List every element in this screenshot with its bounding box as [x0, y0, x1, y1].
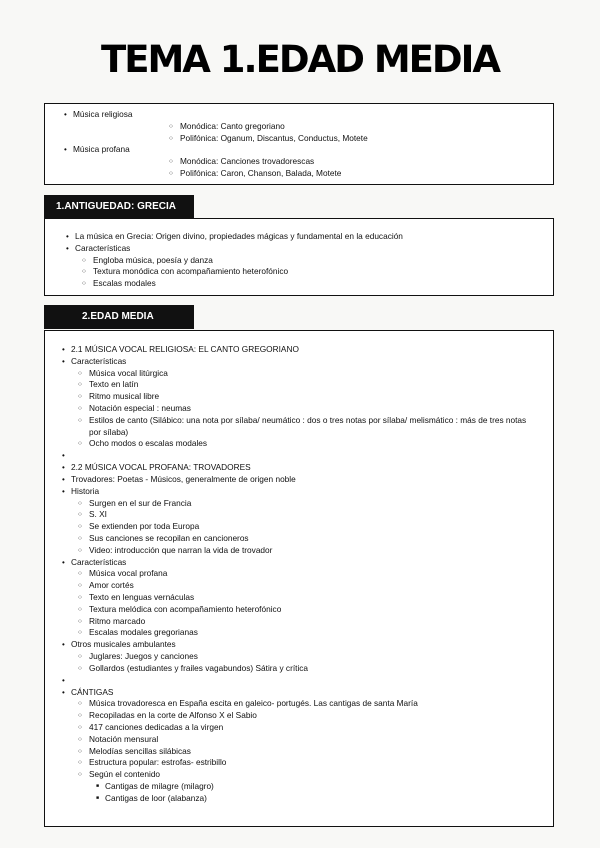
intro-list — [73, 109, 543, 180]
section-header-grecia: 1.ANTIGUEDAD: GRECIA — [44, 195, 194, 219]
list-item: ■ Cantigas de milagre (milagro) — [105, 781, 531, 793]
list-item: ○ Sus canciones se recopilan en cancioneros — [89, 533, 531, 545]
list-item: ○ Música vocal litúrgica — [89, 368, 531, 380]
section-header-edad-media: 2.EDAD MEDIA — [44, 305, 194, 329]
list-item: ○ Engloba música, poesía y danza — [93, 255, 545, 267]
list-item: ○ Música trovadoresca en España escita en galeico- portugés. Las cantigas de santa María — [89, 698, 531, 710]
list-item: • 2.2 MÚSICA VOCAL PROFANA: TROVADORES — [71, 462, 531, 474]
list-item: ○ Notación mensural — [89, 734, 531, 746]
list-item: ○ Gollardos (estudiantes y frailes vagabundos) Sátira y crítica — [89, 663, 531, 675]
list-item: ○ Texto en lenguas vernáculas — [89, 592, 531, 604]
list-item: ○ Escalas modales — [93, 278, 545, 290]
list-item: ○ Juglares: Juegos y canciones — [89, 651, 531, 663]
list-item: ○ Estructura popular: estrofas- estribillo — [89, 757, 531, 769]
list-item: • Música religiosa ○ Monódica: Canto gregoriano ○ Polifónica: Oganum, Discantus, Conductus, Motete — [73, 109, 543, 144]
page-title: TEMA 1.EDAD MEDIA — [100, 38, 500, 81]
list-item: ○ Textura melódica con acompañamiento heterofónico — [89, 604, 531, 616]
list-item: • Trovadores: Poetas - Músicos, generalmente de origen noble — [71, 474, 531, 486]
grecia-list — [75, 231, 545, 290]
list-item: ○ Monódica: Canto gregoriano — [180, 121, 543, 133]
list-item: ○ Polifónica: Oganum, Discantus, Conductus, Motete — [180, 133, 543, 145]
list-item: ○ Video: introducción que narran la vida de trovador — [89, 545, 531, 557]
list-item: ○ Polifónica: Caron, Chanson, Balada, Motete — [180, 168, 543, 180]
list-item: ○ Monódica: Canciones trovadorescas — [180, 156, 543, 168]
list-item: • 2.1 MÚSICA VOCAL RELIGIOSA: EL CANTO GREGORIANO — [71, 344, 531, 356]
list-item: ○ Recopiladas en la corte de Alfonso X el Sabio — [89, 710, 531, 722]
spacer — [71, 450, 531, 462]
list-item: • Características ○ Música vocal litúrgica ○ Texto en latín ○ Ritmo musical libre ○ Notación especial : neumas ○ Estilos de canto (Silábico: una nota por sílaba/ neumático : dos o tres notas por sílaba/ melismático : más de tres notas por sílaba) ○ Ocho modos o escalas modales — [71, 356, 531, 450]
list-item: ○ Se extienden por toda Europa — [89, 521, 531, 533]
list-item: ○ Amor cortés — [89, 580, 531, 592]
intro-box — [44, 103, 554, 185]
list-item: ■ Cantigas de loor (alabanza) — [105, 793, 531, 805]
list-item: • Música profana ○ Monódica: Canciones trovadorescas ○ Polifónica: Caron, Chanson, Balada, Motete — [73, 144, 543, 179]
list-item: ○ Según el contenido ■ Cantigas de milagre (milagro) ■ Cantigas de loor (alabanza) — [89, 769, 531, 804]
list-item: ○ Notación especial : neumas — [89, 403, 531, 415]
list-item: ○ Surgen en el sur de Francia — [89, 498, 531, 510]
grecia-box — [44, 218, 554, 296]
list-item: • La música en Grecia: Origen divino, propiedades mágicas y fundamental en la educación — [75, 231, 545, 243]
list-item: • CÁNTIGAS ○ Música trovadoresca en España escita en galeico- portugés. Las cantigas de santa María ○ Recopiladas en la corte de Alfonso X el Sabio ○ 417 canciones dedicadas a la virgen ○ Notación mensural ○ Melodías sencillas silábicas ○ Estructura popular: estrofas- estribillo ○ Según el contenido ■ Cantigas de milagre (milagro) ■ Cantigas de loor (alabanza) — [71, 687, 531, 805]
list-item: • Historia ○ Surgen en el sur de Francia ○ S. XI ○ Se extienden por toda Europa ○ Sus canciones se recopilan en cancioneros ○ Video: introducción que narran la vida de trovador — [71, 486, 531, 557]
list-item: ○ Ritmo musical libre — [89, 391, 531, 403]
list-item: ○ Melodías sencillas silábicas — [89, 746, 531, 758]
edad-media-list — [71, 344, 531, 804]
list-item: ○ Estilos de canto (Silábico: una nota por sílaba/ neumático : dos o tres notas por sílaba/ melismático : más de tres notas por sílaba) — [89, 415, 531, 439]
list-item: ○ Textura monódica con acompañamiento heterofónico — [93, 266, 545, 278]
list-item: • Características ○ Engloba música, poesía y danza ○ Textura monódica con acompañamiento heterofónico ○ Escalas modales — [75, 243, 545, 290]
list-item: ○ Escalas modales gregorianas — [89, 627, 531, 639]
list-item: ○ Ritmo marcado — [89, 616, 531, 628]
list-item: ○ Música vocal profana — [89, 568, 531, 580]
list-item: • Características ○ Música vocal profana ○ Amor cortés ○ Texto en lenguas vernáculas ○ Textura melódica con acompañamiento heterofónico ○ Ritmo marcado ○ Escalas modales gregorianas — [71, 557, 531, 640]
list-item: • Otros musicales ambulantes ○ Juglares: Juegos y canciones ○ Gollardos (estudiantes y frailes vagabundos) Sátira y crítica — [71, 639, 531, 674]
list-item: ○ Texto en latín — [89, 379, 531, 391]
list-item: ○ S. XI — [89, 509, 531, 521]
edad-media-box — [44, 330, 554, 827]
list-item: ○ 417 canciones dedicadas a la virgen — [89, 722, 531, 734]
list-item: ○ Ocho modos o escalas modales — [89, 438, 531, 450]
spacer — [71, 675, 531, 687]
